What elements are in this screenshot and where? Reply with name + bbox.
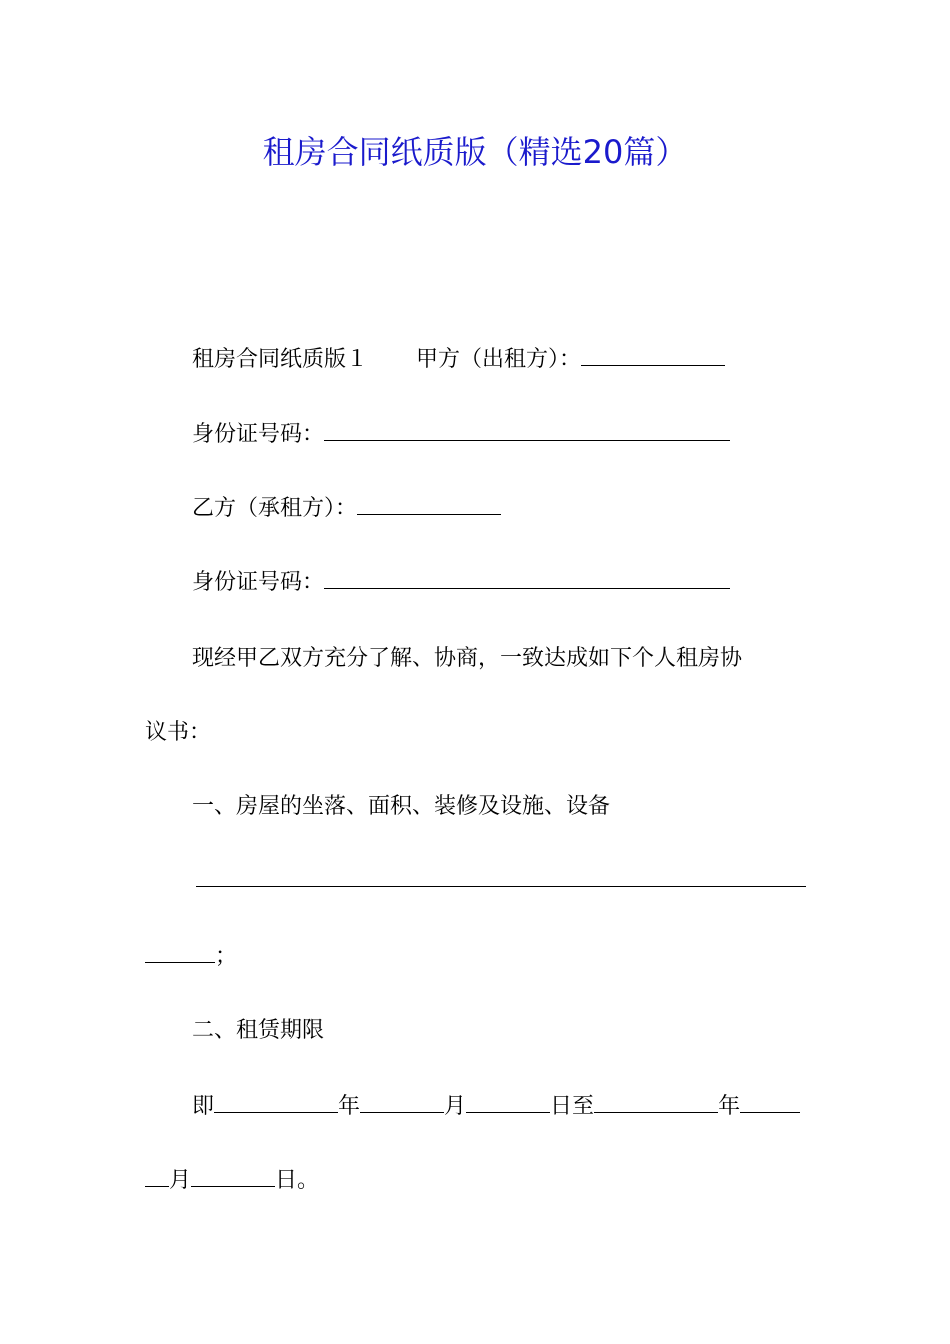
clause-1-blank-line [196,866,806,896]
clause-2-heading: 二、租赁期限 [192,1018,325,1043]
intro-line-2: 议书： [145,720,212,745]
intro-line-1: 现经甲乙双方充分了解、协商，一致达成如下个人租房协 [192,646,743,671]
party-b-label: 乙方（承租方）： [192,496,358,521]
start-year-blank[interactable] [214,1092,338,1113]
party-b-blank[interactable] [357,494,501,515]
term-line-2 [145,1166,319,1196]
term-month-1: 月 [444,1094,467,1119]
clause-1-blank-continued[interactable] [145,942,215,963]
clause-1-end-line [145,942,237,972]
section-heading: 租房合同纸质版１ [192,347,369,372]
clause-1-blank[interactable] [196,866,806,887]
id-b-label: 身份证号码： [192,570,325,595]
term-year-2: 年 [718,1094,741,1119]
party-a-label: 甲方（出租方）： [416,347,582,372]
term-ji: 即 [192,1094,215,1119]
end-month-blank-continued[interactable] [145,1166,169,1187]
end-month-blank[interactable] [740,1092,800,1113]
party-a-line [192,345,725,375]
id-a-line [192,420,730,450]
term-month-2: 月 [169,1168,192,1193]
term-day-to: 日至 [550,1094,595,1119]
term-day-2: 日。 [275,1168,320,1193]
id-b-blank[interactable] [324,568,730,589]
id-a-label: 身份证号码： [192,422,325,447]
term-line-1 [192,1092,800,1122]
party-b-line [192,494,501,524]
end-year-blank[interactable] [594,1092,718,1113]
start-month-blank[interactable] [360,1092,444,1113]
party-a-blank[interactable] [581,345,725,366]
page-title: 租房合同纸质版（精选20篇） [262,133,688,171]
clause-1-heading: 一、房屋的坐落、面积、装修及设施、设备 [192,794,611,819]
term-year-1: 年 [338,1094,361,1119]
clause-1-semicolon: ； [215,944,238,969]
end-day-blank[interactable] [191,1166,275,1187]
id-a-blank[interactable] [324,420,730,441]
id-b-line [192,568,730,598]
start-day-blank[interactable] [466,1092,550,1113]
